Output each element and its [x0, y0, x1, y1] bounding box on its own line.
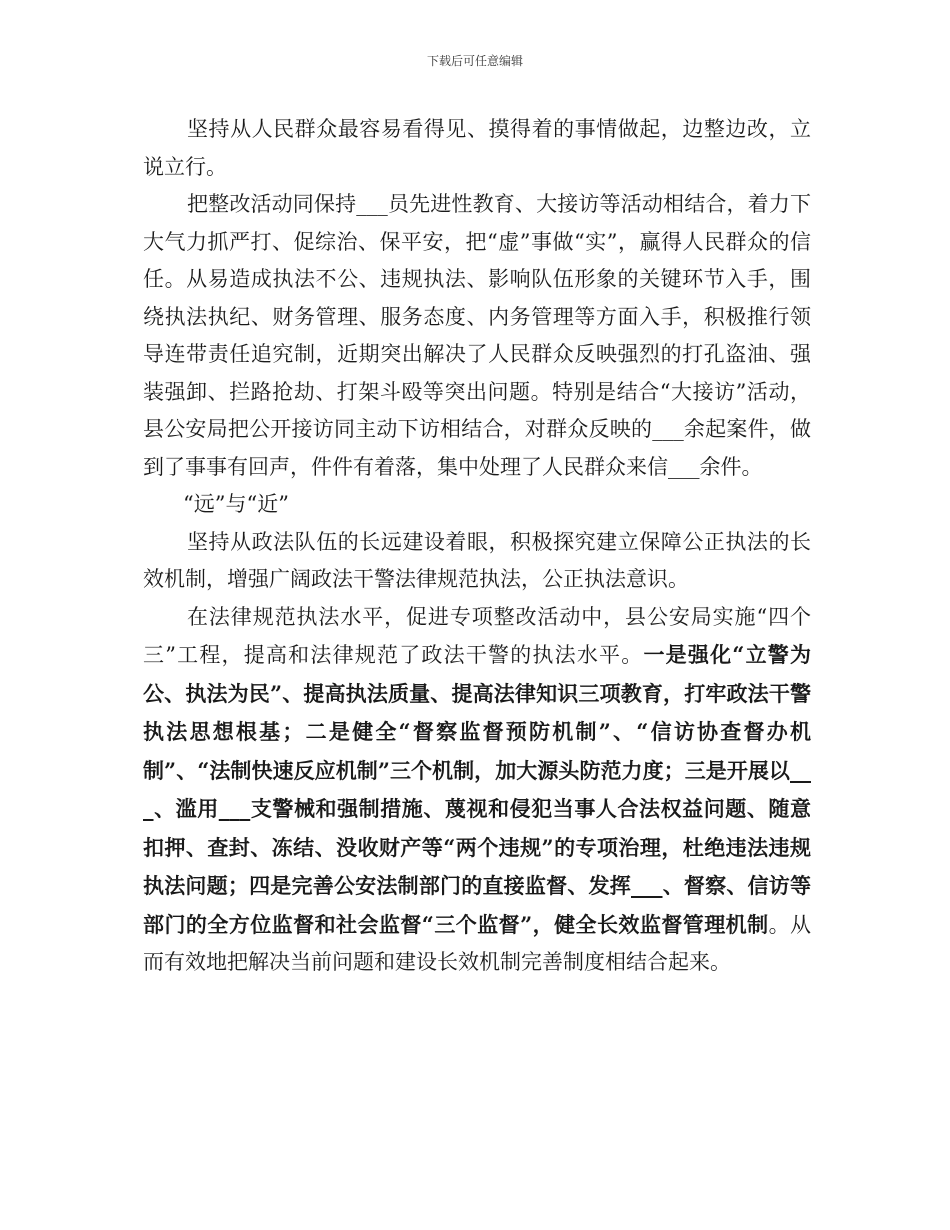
- paragraph-2: 把整改活动同保持___员先进性教育、大接访等活动相结合，着力下大气力抓严打、促综治、保平安，把“虚”事做“实”，赢得人民群众的信任。从易造成执法不公、违规执法、影响队伍形象的关键环节入手，围绕执法执纪、财务管理、服务态度、内务管理等方面入手，积极推行领导连带责任追究制，近期突出解决了人民群众反映强烈的打孔盗油、强装强卸、拦路抢劫、打架斗殴等突出问题。特别是结合“大接访”活动，县公安局把公开接访同主动下访相结合，对群众反映的___余起案件，做到了事事有回声，件件有着落，集中处理了人民群众来信___余件。: [143, 192, 811, 479]
- paragraph-4-bold: 一是强化“立警为公、执法为民”、提高执法质量、提高法律知识三项教育，打牢政法干警执法思想根基；二是健全“督察监督预防机制”、“信访协查督办机制”、“法制快速反应机制”三个机制，加大源头防范力度；三是开展以___、滥用___支警械和强制措施、蔑视和侵犯当事人合法权益问题、随意扣押、查封、冻结、没收财产等“两个违规”的专项治理，杜绝违法违规执法问题；四是完善公安法制部门的直接监督、发挥___、督察、信访等部门的全方位监督和社会监督“三个监督”，健全长效监督管理机制: [143, 642, 811, 937]
- paragraph-1: 坚持从人民群众最容易看得见、摸得着的事情做起，边整边改，立说立行。: [143, 117, 811, 179]
- section-heading: “远”与“近”: [183, 492, 289, 516]
- paragraph-4-tail: 。从而有效地把解决当前问题和建设长效机制完善制度相结合起来。: [143, 912, 812, 974]
- paragraph-3: 坚持从政法队伍的长远建设着眼，积极探究建立保障公正执法的长效机制，增强广阔政法干警法律规范执法，公正执法意识。: [143, 529, 811, 591]
- page-header: 下载后可任意编辑: [426, 54, 523, 68]
- paragraph-4: [143, 599, 811, 982]
- paragraph-4-intro: 在法律规范执法水平，促进专项整改活动中，县公安局实施“四个三”工程，提高和法律规范了政法干警的执法水平。: [143, 604, 811, 667]
- document-body: [143, 111, 811, 982]
